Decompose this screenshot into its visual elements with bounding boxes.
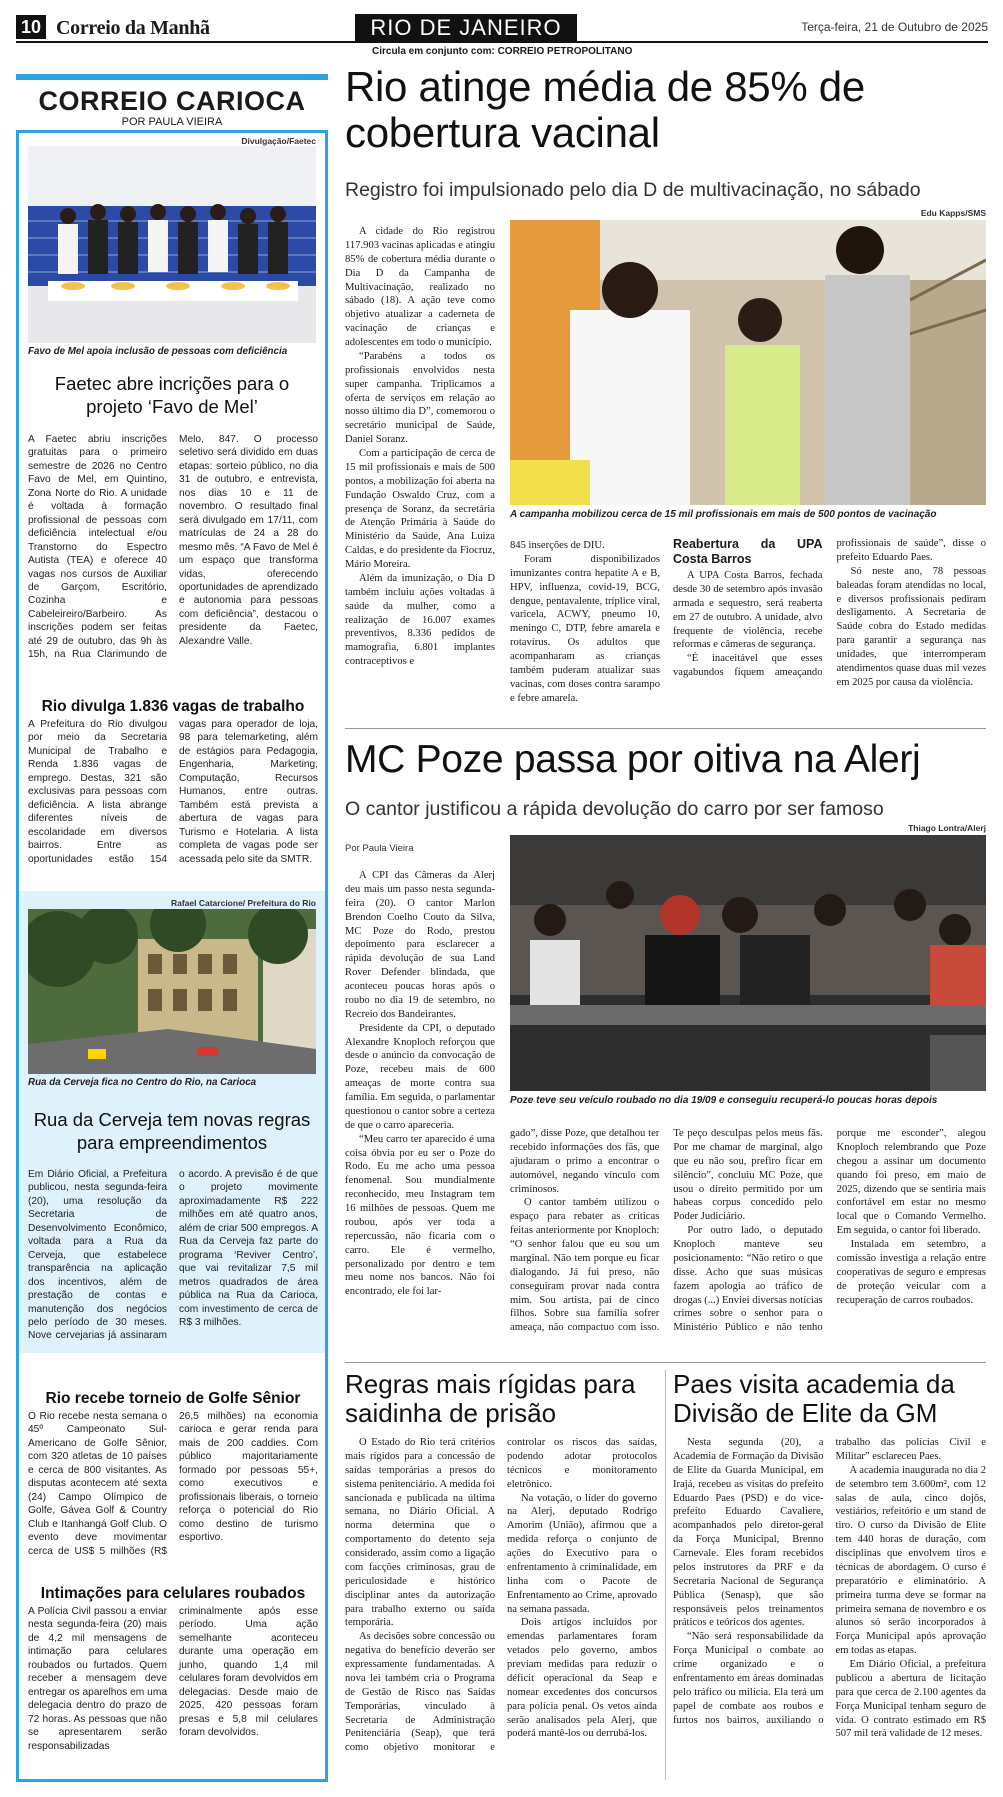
paper-name: Correio da Manhã — [56, 17, 210, 39]
vaccine-bottom-text — [510, 539, 660, 721]
poze-paragraph: “Meu carro ter aparecido é uma coisa óbvia por eu ser o Poze do Rodo. Eu me acho uma pessoa fenomenal. Sou mundialmente reconhecido, meu Instagram tem 16 milhões de pessoas. Quem me roubou, após ver toda a repercussão, não ficaria com o carro. Ele é vermelho, personalizado por dentro e tem meu nome nos bancos. Não foi encontrado, ele foi lar- — [345, 1133, 495, 1298]
vaccine-photo — [510, 220, 986, 505]
poze-bottom-text — [510, 1127, 986, 1354]
upa-paragraph: A UPA Costa Barros, fechada desde 30 de setembro após invasão armada e sequestro, será reaberta em 27 de outubro. A unidade, alvo frequente de violência, recebe reformas e câmeras de segurança. — [673, 570, 823, 651]
header-rule — [16, 41, 988, 43]
faetec-photo — [28, 146, 316, 343]
vaccine-photo-credit: Edu Kapps/SMS — [920, 208, 986, 218]
paes-body — [673, 1436, 986, 1782]
section-title: RIO DE JANEIRO — [355, 14, 577, 41]
page-number: 10 — [16, 15, 46, 39]
sidebar-title: CORREIO CARIOCA — [38, 86, 306, 116]
golf-headline: Rio recebe torneio de Golfe Sênior — [45, 1390, 301, 1407]
upa-paragraph: “É inaceitável que esses vagabundos fiquem ameaçando profissionais de saúde”, disse o prefeito Eduardo Paes. — [673, 538, 986, 679]
prison-paragraph: Dois artigos incluídos por emendas parlamentares foram vetados pelo governo, ambos previam medidas para reduzir o déficit operacional da Seap e nomear excedentes dos concursos para polícia penal. Os vetos ainda serão analisados pela Alerj, que poderá mantê-los ou derrubá-los. — [507, 1617, 657, 1740]
beer-street-photo-caption: Rua da Cerveja fica no Centro do Rio, na Carioca — [28, 1077, 257, 1088]
page-header — [16, 14, 988, 44]
faetec-headline: Faetec abre incrições para o projeto ‘Favo de Mel’ — [54, 373, 290, 418]
beer-street-headline: Rua da Cerveja tem novas regras para empreendimentos — [33, 1109, 311, 1154]
vaccine-lead-text — [345, 225, 495, 720]
beer-street-body: Em Diário Oficial, a Prefeitura publicou, nesta segunda-feira (20), uma resolução da Secretaria de Desenvolvimento Econômico, voltada para a Rua da Cerveja, que estabelece transparência na aplicação dos incentivos, além de prestação de contas e manutenção dos negócios pelo período de 30 meses. Nove cervejarias já assinaram o acordo. A previsão é de que o projeto movimente aproximadamente R$ 222 milhões em até quatro anos, além de criar 500 empregos. A Rua da Cerveja faz parte do programa ‘Reviver Centro’, que vai revitalizar 7,5 mil metros quadrados de área pública na Rua da Carioca, com investimento de cerca de R$ 3 milhões. — [28, 1169, 318, 1342]
vaccine-paragraph: Foram disponibilizados imunizantes contra hepatite A e B, HPV, influenza, covid-19, BCG, dengue, pentavalente, tríplice viral, varicela, ACWY, pneumo 10, meningo C, DTP, febre amarela e rotavírus. Os adultos que acompanharam as crianças também puderam atualizar suas vacinas, com doses contra sarampo e febre amarela. — [510, 553, 660, 704]
vaccine-paragraph: Além da imunização, o Dia D também incluiu ações voltadas à saúde da mulher, como a realização de 16.007 exames preventivos, 8.336 pedidos de mamografia, 6.801 implantes contraceptivos e — [345, 572, 495, 668]
prison-headline: Regras mais rígidas para saidinha de prisão — [345, 1369, 636, 1429]
paes-paragraph: Em Diário Oficial, a prefeitura publicou a abertura de licitação para que cerca de 2.100 agentes da Força Municipal tenham seguro de vida. O contrato estimado em R$ 507 mil terá validade de 12 meses. — [835, 1659, 986, 1740]
prison-paragraph: As decisões sobre concessão ou negativa do benefício deverão ser expressamente fundamentadas. A nova lei também cria o Programa de Gestão de Risco nas Saídas Temporárias, vinculado à Secretaria de Administração Penitenciária (Seap), que terá como objetivo monitorar e controlar os riscos das saídas, podendo adotar protocolos técnicos e monitoramento eletrônico. — [345, 1437, 657, 1754]
poze-photo-credit: Thiago Lontra/Alerj — [908, 823, 986, 833]
poze-photo — [510, 835, 986, 1091]
circulation-note: Circula em conjunto com: CORREIO PETROPOLITANO — [372, 46, 633, 57]
poze-lead-text — [345, 869, 495, 1354]
phones-headline: Intimações para celulares roubados — [40, 1585, 306, 1602]
faetec-photo-credit: Divulgação/Faetec — [241, 136, 316, 146]
vaccine-paragraph: “Parabéns a todos os profissionais envolvidos nesta super campanha. Triplicamos a oferta de serviços em relação ao nosso último dia D”, comemorou o secretário municipal de Saúde, Daniel Soranz. — [345, 350, 495, 446]
poze-byline: Por Paula Vieira — [345, 843, 414, 854]
upa-paragraph: Só neste ano, 78 pessoas baleadas foram atendidas no local, e diversos profissionais pediram desligamento. A Secretaria de Saúde cobra do Estado medidas para garantir a segurança nas unidades, que interromperam atendimentos quase duas mil vezes em 2025 por causa da violência. — [836, 565, 986, 688]
vaccine-photo-caption: A campanha mobilizou cerca de 15 mil profissionais em mais de 500 pontos de vacinação — [510, 509, 937, 520]
poze-paragraph: O cantor também utilizou o espaço para rebater as críticas feitas anteriormente por Knoploch: “O senhor falou que eu sou um marginal. Não tem porque eu ficar dialogando. Já fui preso, não conseguiram provar nada contra mim. Sou artista, pai de cinco filhos. Sobre sua família sofrer ameaça, não compactuo com isso. Te peço desculpas pelos meus fãs. Por me chamar de marginal, algo que eu não sou, prefiro ficar em silêncio”, concluiu MC Poze, que usou o direito permitido por um habeas corpus concedido pelo Poder Judiciário. — [510, 1128, 823, 1334]
paes-paragraph: A academia inaugurada no dia 2 de setembro tem 3.600m², com 12 salas de aula, cinco dojôs, vestiários, refeitório e um stand de tiro. O curso da Divisão de Elite tem 440 horas de duração, com disciplinas que envolvem tiros e técnicas de abordagem. O curso é preparatório e eliminatório. A primeira turma deve se formar na primeira semana de novembro e os alunos só serão incorporados à Força Municipal após aprovação em todas as etapas. — [835, 1464, 986, 1657]
vaccine-headline: Rio atinge média de 85% de cobertura vacinal — [345, 63, 865, 157]
vaccine-paragraph: 845 inserções de DIU. — [510, 540, 605, 551]
prison-paragraph: Na votação, o líder do governo na Alerj, deputado Rodrigo Amorim (União), afirmou que a medida reforça o conjunto de ações do Executivo para o enfrentamento à criminalidade, em linha com o Pacote de Enfrentamento ao Crime, aprovado na semana passada. — [507, 1492, 657, 1615]
column-divider — [665, 1370, 666, 1780]
poze-headline: MC Poze passa por oitiva na Alerj — [345, 738, 921, 781]
jobs-headline: Rio divulga 1.836 vagas de trabalho — [41, 698, 305, 715]
section-divider — [345, 728, 986, 729]
section-divider — [345, 1362, 986, 1363]
poze-subhead: O cantor justificou a rápida devolução do carro por ser famoso — [345, 798, 884, 820]
upa-subheading: Reabertura da UPA Costa Barros — [673, 537, 823, 566]
phones-body: A Polícia Civil passou a enviar nesta segunda-feira (20) mais de 4,2 mil mensagens de intimação para celulares roubados ou furtados. Quem receber a mensagem deve entregar os aparelhos em uma delegacia dentro do prazo de 72 horas. As pessoas que não se apresentarem serão responsabilizadas criminalmente após esse período. Uma ação semelhante aconteceu durante uma operação em junho, quando 1,4 mil celulares foram devolvidos em delegacias. Desde maio de 2025, 420 pessoas foram presas e 5,8 mil celulares foram devolvidos. — [28, 1606, 318, 1752]
paes-paragraph: Nesta segunda (20), a Academia de Formação da Divisão de Elite da Guarda Municipal, em Irajá, recebeu as visitas do prefeito Eduardo Paes (PSD) e do vice-prefeito Eduardo Cavaliere, acompanhados pelo diretor-geral da Força Municipal, Brenno Carnevale. Eles foram recebidos pelos instrutores da PRF e da Secretaria Nacional de Segurança Pública (Senasp), que são responsáveis pelos treinamentos práticos e teóricos dos agentes. — [673, 1437, 824, 1629]
sidebar-top-bar — [16, 74, 328, 80]
poze-photo-caption: Poze teve seu veículo roubado no dia 19/09 e conseguiu recuperá-lo poucas horas depois — [510, 1095, 938, 1106]
vaccine-paragraph: A cidade do Rio registrou 117.903 vacinas aplicadas e atingiu 85% de cobertura média durante o Dia D da Campanha de Multivacinação, realizado no sábado (18). A ação teve como objetivo atualizar a caderneta de vacinação de crianças e adolescentes em todo o município. — [345, 226, 495, 348]
issue-date: Terça-feira, 21 de Outubro de 2025 — [801, 20, 988, 34]
faetec-body: A Faetec abriu inscrições gratuitas para o primeiro semestre de 2026 no Centro Favo de Mel, em Quintino, Zona Norte do Rio. A unidade é voltada à formação profissional de pessoas com deficiência intelectual e/ou Transtorno do Espectro Autista (TEA) e oferece 40 vagas nos cursos de Auxiliar de Garçom, Escritório, Cozinha e Cabeleireiro/Barbeiro. As inscrições podem ser feitas até 29 de outubro, das 9h às 15h, na Rua Clarimundo de Melo, 847. O processo seletivo será dividido em duas etapas: sorteio público, no dia 31 de outubro, e entrevista, nos dias 10 e 11 de novembro. O resultado final será divulgado em 17/11, com matrículas de 24 a 28 do mesmo mês. “A Favo de Mel é um espaço que transforma vidas, oferecendo oportunidades de aprendizado e autonomia para pessoas com deficiência”, destacou o presidente da Faetec, Alexandre Valle. — [28, 434, 318, 661]
poze-paragraph: gado”, disse Poze, que detalhou ter recebido informações dos fãs, que ajudaram o primo a encontrar o automóvel, negando vínculo com criminosos. — [510, 1128, 660, 1195]
prison-body — [345, 1436, 657, 1782]
prison-paragraph: O Estado do Rio terá critérios mais rígidos para a concessão de saídas temporárias a presos do sistema penitenciário. A medida foi sancionada e publicada na última semana, no Diário Oficial. A norma determina que o comportamento do detento seja considerado, assim como a ligação com facções criminosas, grau de periculosidade e histórico disciplinar antes da autorização para trabalho externo ou saída temporária. — [345, 1437, 495, 1629]
beer-street-photo — [28, 909, 316, 1074]
poze-paragraph: A CPI das Câmeras da Alerj deu mais um passo nesta segunda-feira (20). O cantor Marlon Brendon Coelho Couto da Silva, MC Poze do Rodo, prestou depoimento para esclarecer a rápida devolução de sua Land Rover Defender blindada, que aconteceu poucas horas após o roubo no dia 19 de setembro, no Recreio dos Bandeirantes. — [345, 870, 495, 1020]
poze-paragraph: Presidente da CPI, o deputado Alexandre Knoploch reforçou que desde o anúncio da convocação de Poze, recebeu mais de 600 ameaças de morte contra sua família. Em seguida, o parlamentar questionou o cantor sobre a certeza de que o carro apareceria. — [345, 1022, 495, 1131]
vaccine-paragraph: Com a participação de cerca de 15 mil profissionais e mais de 500 pontos, a mobilização foi aberta na Fundação Oswaldo Cruz, com a presença de Soranz, da secretária de Atenção Primária à Saúde do Ministério da Saúde, Ana Luiza Caldas, e do presidente da Fiocruz, Mário Moreira. — [345, 448, 495, 570]
faetec-photo-caption: Favo de Mel apoia inclusão de pessoas com deficiência — [28, 346, 288, 357]
poze-paragraph: Por outro lado, o deputado Knoploch manteve seu posicionamento: “Não retiro o que disse. Acho que suas músicas fazem apologia ao tráfico de drogas (...) Enviei diversas notícias crimes sobre o senhor para o Ministério Público e não tenho porque me esconder”, alegou Knoploch relembrando que Poze chegou a assinar um documento quando foi preso, em maio de 2025, dizendo que se sentiria mais confortável em estar no mesmo local que o Comando Vermelho. Em seguida, o cantor foi liberado. — [673, 1128, 986, 1334]
sidebar-byline: POR PAULA VIEIRA — [121, 116, 223, 128]
paes-paragraph: “Não será responsabilidade da Força Municipal o combate ao crime organizado e o enfrentamento em áreas dominadas pelo tráfico ou milícia. Ela terá um papel de combate aos roubos e furtos nos bairros, auxiliando o trabalho das polícias Civil e Militar” esclareceu Paes. — [673, 1437, 986, 1726]
poze-paragraph: Instalada em setembro, a comissão investiga a relação entre cooperativas de seguro e empresas de proteção veicular com a recuperação de carros roubados. — [836, 1239, 986, 1306]
paes-headline: Paes visita academia da Divisão de Elite da GM — [673, 1369, 955, 1429]
golf-body: O Rio recebe nesta semana o 45º Campeonato Sul-Americano de Golfe Sênior, com 320 atletas de 10 países e cerca de 800 visitantes. As disputas acontecem até sexta (24) Campo Olímpico de Golfe, Gávea Golf & Country Club e Itanhangá Golf Club. O evento deve movimentar cerca de US$ 5 milhões (R$ 26,5 milhões) na economia carioca e gerar renda para mais de 200 caddies. Com público majoritariamente formado por pessoas 55+, como executivos e profissionais liberais, o torneio reforça o potencial do Rio como destino de turismo esportivo. — [28, 1411, 318, 1557]
beer-street-photo-credit: Rafael Catarcione/ Prefeitura do Rio — [170, 898, 316, 908]
vaccine-subhead: Registro foi impulsionado pelo dia D de multivacinação, no sábado — [345, 179, 921, 201]
upa-section — [673, 537, 986, 721]
jobs-body: A Prefeitura do Rio divulgou por meio da Secretaria Municipal de Trabalho e Renda 1.836 vagas de emprego. Destas, 321 são exclusivas para pessoas com deficiência. A lista abrange diferentes níveis de escolaridade em diversos bairros. Entre as oportunidades estão 154 vagas para operador de loja, 98 para telemarketing, além de estágios para Pedagogia, Engenharia, Marketing, Computação, Recursos Humanos, entre outras. Também está prevista a abertura de vagas para Turismo e Hotelaria. A lista completa de vagas pode ser acessada pelo site da SMTR. — [28, 719, 318, 865]
